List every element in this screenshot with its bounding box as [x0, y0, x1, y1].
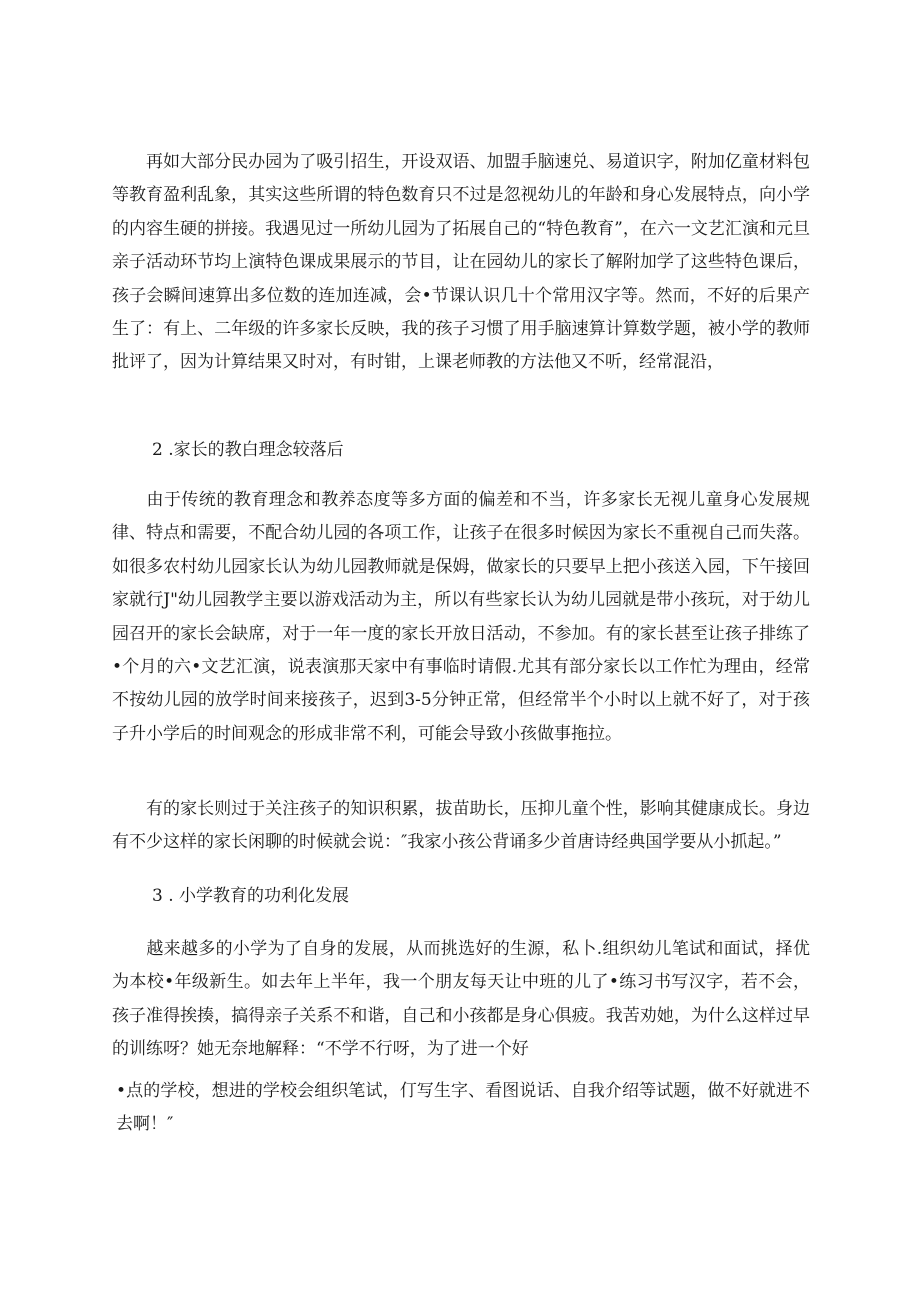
- paragraph-text: 再如大部分民办园为了吸引招生，开设双语、加盟手脑速兑、易道识字，附加亿童材料包等教育盈利乱象，其实这些所谓的特色数育只不过是忽视幼儿的年龄和身心发展特点，向小学的内容生硬的拼接。我遇见过一所幼儿园为了拓展自己的“特色教育”，在六一文艺汇演和元旦亲子活动环节均上演特色课成果展示的节目，让在园幼儿的家长了解附加学了这些特色课后，孩子会瞬间速算出多位数的连加连减，会•节课认识几十个常用汉字等。然而，不好的后果产生了：有上、二年级的许多家长反映，我的孩子习惯了用手脑速算计算数学题，被小学的教师批评了，因为计算结果又时对，有时钳，上课老师教的方法他又不听，经常混沿，: [112, 152, 810, 373]
- paragraph-text: 越来越多的小学为了自身的发展，从而挑选好的生源，私卜.组织幼儿笔试和面试，择优为本校•年级新生。如去年上半年，我一个朋友每天让中班的儿了•练习书写汉字，若不会，孩子准得挨揍，搞得亲子关系不和谐，自己和小孩都是身心俱疲。我苦劝她，为什么这样过早的训练呀？她无奈地解释：“不学不行呀，为了进一个好: [112, 939, 810, 1060]
- paragraph-text: 由于传统的教育理念和教养态度等多方面的偏差和不当，许多家长无视儿童身心发展规律、特点和需要，不配合幼儿园的各项工作，让孩子在很多时候因为家长不重视自己而失落。如很多农村幼儿园家长认为幼儿园教师就是保姆，做家长的只要早上把小孩送入园，下午接回家就行J"幼儿园教学主要以游戏活动为主，所以有些家长认为幼儿园就是带小孩玩，对于幼儿园召开的家长会缺席，对于一年一度的家长开放日活动，不参加。有的家长甚至让孩子排练了•个月的六•文艺汇演，说表演那天家中有事临时请假.尤其有部分家长以工作忙为理由，经常不按幼儿园的放学时间来接孩子，迟到3-5分钟正常，但经常半个小时以上就不好了，对于孩子升小学后的时间观念的形成非常不利，可能会导致小孩做事拖拉。: [112, 490, 810, 744]
- paragraph-parent-attitudes: [112, 484, 810, 751]
- paragraph-private-kindergartens: [112, 146, 810, 380]
- paragraph-primary-school-selection: [112, 933, 810, 1067]
- paragraph-quote-continuation: [116, 1075, 810, 1142]
- paragraph-text: •点的学校，想进的学校会组织笔试，仃写生字、看图说话、自我介绍等试题，做不好就进不去啊！″: [116, 1081, 810, 1135]
- paragraph-text: 有的家长则过于关注孩子的知识积累，拔苗助长，压抑儿童个性，影响其健康成长。身边有不少这样的家长闲聊的时候就会说：″我家小孩公背诵多少首唐诗经典国学要从小抓起。”: [112, 799, 810, 853]
- section-heading-parents: 2 .家长的教白理念较落后: [152, 440, 344, 460]
- section-heading-primary-schools: 3 . 小学教育的功利化发展: [152, 886, 350, 906]
- paragraph-knowledge-focus: [112, 793, 810, 860]
